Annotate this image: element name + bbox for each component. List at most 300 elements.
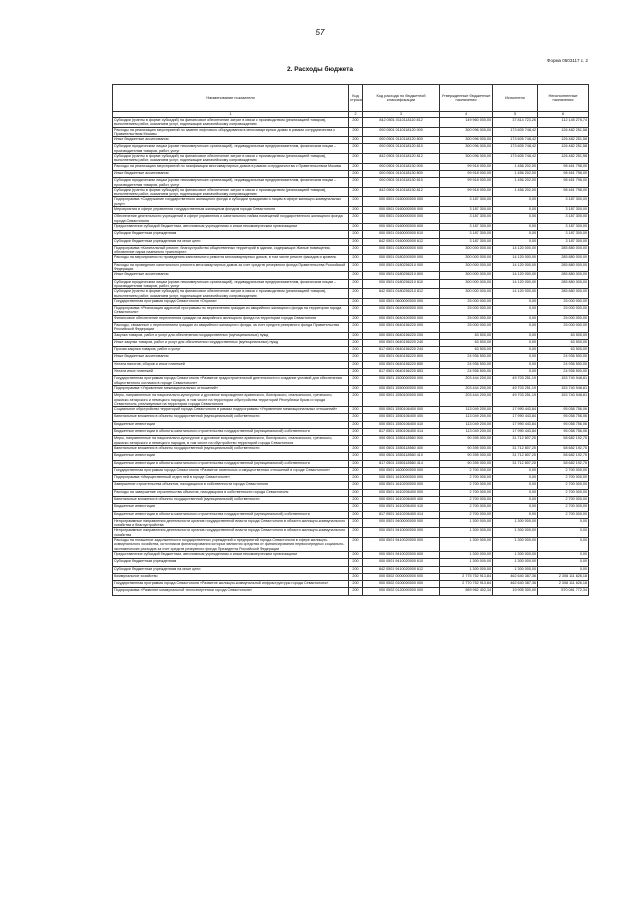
row-unexecuted-cell: 285 880 000,00	[538, 279, 589, 289]
row-unexecuted-cell: 126 482 251,58	[538, 137, 589, 144]
row-name-cell: Субсидии юридическим лицам (кроме некоммерческих организаций), индивидуальным предпринимателям, физическим лицам – производителям товаров, работ, услуг	[113, 144, 349, 154]
table-row	[113, 393, 589, 407]
row-executed-cell: 0,00	[493, 339, 538, 346]
table-row	[113, 245, 589, 255]
row-classification-cell: 000 0502 0000000000 000	[363, 573, 440, 580]
row-code-cell: 200	[349, 581, 363, 588]
row-name-cell: Расходы на погашение задолженности государственных учреждений и предприятий города Севастополя в сфере жилищно-коммунального хозяйства, источником финансирования которых являются средства от финансирования первоочередных социально-экономических расходов за счет средств резервного фонда Президента Российской Федерации	[113, 538, 349, 552]
row-unexecuted-cell: 95 058 756,06	[538, 429, 589, 436]
row-name-cell: Подпрограмма «Капитальный ремонт, благоустройство общественных территорий в здании, содержащих Жилые помещения, обновление парка наземного транспорта»	[113, 245, 349, 255]
row-unexecuted-cell: 285 880 000,00	[538, 245, 589, 255]
row-executed-cell: 1 456 202,00	[493, 178, 538, 188]
row-name-cell: Капитальные вложения в объекты государственной (муниципальной) собственности	[113, 497, 349, 504]
row-approved-cell: 25 000 000,00	[440, 322, 493, 332]
row-code-cell: 200	[349, 489, 363, 496]
row-classification-cell: 817 0501 0640156220 853	[363, 369, 440, 376]
row-executed-cell: 1 300 000,00	[493, 518, 538, 528]
row-approved-cell: 1 300 000,00	[440, 551, 493, 558]
row-executed-cell: 0,00	[493, 489, 538, 496]
row-approved-cell: 2 700 000,00	[440, 511, 493, 518]
column-number: 5	[493, 112, 538, 118]
row-approved-cell: 99 918 000,00	[440, 178, 493, 188]
table-row	[113, 467, 589, 474]
row-unexecuted-cell: 126 482 251,58	[538, 127, 589, 137]
row-approved-cell: 1 300 000,00	[440, 518, 493, 528]
row-code-cell: 200	[349, 588, 363, 595]
row-classification-cell: 000 0501 1550118560 000	[363, 436, 440, 446]
row-name-cell: Бюджетные инвестиции	[113, 504, 349, 511]
row-code-cell: 200	[349, 436, 363, 446]
row-classification-cell: 000 0501 0180256210 800	[363, 272, 440, 279]
row-classification-cell: 000 0501 1550118560 410	[363, 453, 440, 460]
row-unexecuted-cell: 3 187 300,00	[538, 238, 589, 245]
row-code-cell: 200	[349, 339, 363, 346]
row-code-cell: 200	[349, 518, 363, 528]
row-unexecuted-cell: 112 145 276,74	[538, 118, 589, 128]
row-executed-cell: 0,00	[493, 238, 538, 245]
table-row	[113, 272, 589, 279]
column-header: Неисполненные назначения	[538, 85, 589, 112]
row-code-cell: 200	[349, 245, 363, 255]
row-name-cell: Субсидии бюджетным учреждениям	[113, 231, 349, 238]
row-unexecuted-cell: 2 700 000,00	[538, 482, 589, 489]
table-row	[113, 475, 589, 482]
row-executed-cell: 173 605 748,42	[493, 127, 538, 137]
row-approved-cell: 203 444 200,00	[440, 385, 493, 392]
row-unexecuted-cell: 63 500,00	[538, 332, 589, 339]
row-executed-cell: 0,00	[493, 347, 538, 354]
row-approved-cell: 3 187 300,00	[440, 197, 493, 207]
row-name-cell: Меры, направленные на национально-культурное и духовное возрождение армянского, болгарского, итальянского, греческого, крымско-татарского и немецкого народов, в том числе на обустройство территорий города Севастополя	[113, 436, 349, 446]
row-unexecuted-cell: 24 936 500,00	[538, 354, 589, 361]
row-classification-cell: 000 0501 0180256210 000	[363, 262, 440, 272]
row-classification-cell: 000 0501 1600000000 000	[363, 467, 440, 474]
row-classification-cell: 000 0501 0640156220 200	[363, 332, 440, 339]
table-row	[113, 518, 589, 528]
row-executed-cell: 49 703 251,19	[493, 393, 538, 407]
row-classification-cell: 000 0501 0110118130 810	[363, 178, 440, 188]
row-classification-cell: 842 0501 0160000000 612	[363, 238, 440, 245]
row-classification-cell: 000 0501 0180000000 000	[363, 245, 440, 255]
row-code-cell: 200	[349, 118, 363, 128]
row-name-cell: Расходы на завершение строительства объектов, находящихся в собственности города Севастополя	[113, 489, 349, 496]
row-approved-cell: 1 300 000,00	[440, 528, 493, 538]
table-row	[113, 376, 589, 386]
row-unexecuted-cell: 25 000 000,00	[538, 315, 589, 322]
table-row	[113, 347, 589, 354]
row-executed-cell: 1 456 202,00	[493, 170, 538, 177]
table-row	[113, 231, 589, 238]
row-name-cell: Прочая закупка товаров, работ и услуг	[113, 347, 349, 354]
table-row	[113, 504, 589, 511]
row-classification-cell: 000 0501 0110118130 000	[363, 163, 440, 170]
row-approved-cell: 99 918 000,00	[440, 170, 493, 177]
row-name-cell: Финансовое обеспечение переселения граждан из аварийного жилищного фонда на территории города Севастополя	[113, 315, 349, 322]
row-name-cell: Подпрограмма «Содержание государственного жилищного фонда и субсидии гражданам и лицам в сфере жилищно-коммунальных услуг»	[113, 197, 349, 207]
row-code-cell: 200	[349, 315, 363, 322]
column-header: Код расхода по бюджетной классификации	[363, 85, 440, 112]
row-executed-cell: 0,00	[493, 482, 538, 489]
row-classification-cell: 000 0501 9410020000 000	[363, 538, 440, 552]
row-name-cell: Подпрограмма «Развитие коммунальной теплоэнергетики города Севастополя»	[113, 588, 349, 595]
table-row	[113, 414, 589, 421]
row-name-cell: Государственная программа города Севастополя «Развитие градостроительной деятельности и создание условий для обеспечения общественного согласия в городе Севастополе»	[113, 376, 349, 386]
row-executed-cell: 31 712 807,25	[493, 453, 538, 460]
row-executed-cell: 0,00	[493, 322, 538, 332]
row-executed-cell: 1 456 202,00	[493, 163, 538, 170]
row-unexecuted-cell: 153 740 948,81	[538, 393, 589, 407]
row-executed-cell: 0,00	[493, 511, 538, 518]
page-number: 57	[315, 28, 325, 37]
row-code-cell: 200	[349, 573, 363, 580]
row-executed-cell: 0,00	[493, 207, 538, 214]
row-unexecuted-cell: 2 700 000,00	[538, 467, 589, 474]
row-code-cell: 200	[349, 306, 363, 316]
table-row	[113, 214, 589, 224]
row-approved-cell: 3 187 300,00	[440, 231, 493, 238]
table-row	[113, 207, 589, 214]
row-name-cell: Иные бюджетные ассигнования	[113, 354, 349, 361]
row-name-cell: Государственная программа города Севастополя «Развитие жилищно-коммунальной инфраструктуры города Севастополя»	[113, 581, 349, 588]
budget-expenditures-table	[112, 84, 589, 596]
row-executed-cell: 1 300 000,00	[493, 559, 538, 566]
table-row	[113, 538, 589, 552]
table-header-row	[113, 85, 589, 112]
row-classification-cell: 000 0501 0180256210 810	[363, 279, 440, 289]
row-executed-cell: 462 640 387,36	[493, 573, 538, 580]
row-executed-cell: 17 990 443,84	[493, 407, 538, 414]
row-approved-cell: 24 936 500,00	[440, 369, 493, 376]
table-row	[113, 137, 589, 144]
row-classification-cell: 000 0501 1550000000 000	[363, 385, 440, 392]
row-classification-cell: 000 0501 1550118560 400	[363, 445, 440, 452]
row-unexecuted-cell: 58 682 192,75	[538, 445, 589, 452]
row-executed-cell: 0,00	[493, 332, 538, 339]
row-unexecuted-cell: 285 880 000,00	[538, 262, 589, 272]
row-executed-cell: 14 120 000,00	[493, 279, 538, 289]
row-name-cell: Государственная программа города Севастополя «Развитие земельных и имущественных отношений в городе Севастополе»	[113, 467, 349, 474]
row-unexecuted-cell: 24 936 500,00	[538, 361, 589, 368]
row-executed-cell: 14 120 000,00	[493, 245, 538, 255]
row-approved-cell: 63 500,00	[440, 339, 493, 346]
row-name-cell: Расходы на реализацию мероприятий по газификации многоквартирных домов в рамках сотрудничества с Правительством Москвы	[113, 163, 349, 170]
row-name-cell: Бюджетные инвестиции	[113, 421, 349, 428]
row-classification-cell: 000 0501 0180200000 000	[363, 255, 440, 262]
row-executed-cell: 0,00	[493, 369, 538, 376]
row-executed-cell: 1 300 000,00	[493, 566, 538, 573]
row-name-cell: Субсидии бюджетным учреждениям на иные цели	[113, 238, 349, 245]
table-row	[113, 588, 589, 595]
row-classification-cell: 000 0501 0160000000 000	[363, 207, 440, 214]
row-executed-cell: 0,00	[493, 223, 538, 230]
row-code-cell: 200	[349, 460, 363, 467]
row-name-cell: Непрограммные направления деятельности органов государственной власти города Севастополя в области жилищно-коммунального хозяйства	[113, 528, 349, 538]
row-classification-cell: 817 0501 1550118560 414	[363, 460, 440, 467]
row-executed-cell: 0,00	[493, 315, 538, 322]
row-code-cell: 200	[349, 197, 363, 207]
row-code-cell: 200	[349, 429, 363, 436]
row-unexecuted-cell: 95 058 756,06	[538, 421, 589, 428]
row-unexecuted-cell: 58 682 192,75	[538, 436, 589, 446]
row-approved-cell: 3 187 300,00	[440, 223, 493, 230]
column-number: 3	[363, 112, 440, 118]
row-code-cell: 200	[349, 255, 363, 262]
row-unexecuted-cell: 2 308 111 626,18	[538, 581, 589, 588]
row-code-cell: 200	[349, 322, 363, 332]
row-name-cell: Иные закупки товаров, работ и услуг для обеспечения государственных (муниципальных) нужд	[113, 339, 349, 346]
row-name-cell: Иные бюджетные ассигнования	[113, 137, 349, 144]
row-name-cell: Расходы на реализацию мероприятий по замене лифтового оборудования в многоквартирных домах в рамках сотрудничества с Правительством Москвы	[113, 127, 349, 137]
row-approved-cell: 63 500,00	[440, 347, 493, 354]
row-approved-cell: 25 000 000,00	[440, 306, 493, 316]
row-unexecuted-cell: 126 482 251,58	[538, 154, 589, 164]
row-name-cell: Подпрограмма «Имущественный отдел ней в городе Севастополе»	[113, 475, 349, 482]
row-unexecuted-cell: 3 187 300,00	[538, 223, 589, 230]
row-approved-cell: 90 395 000,00	[440, 460, 493, 467]
row-executed-cell: 173 605 748,42	[493, 144, 538, 154]
table-body	[113, 118, 589, 596]
row-unexecuted-cell: 0,00	[538, 566, 589, 573]
table-row	[113, 551, 589, 558]
row-code-cell: 200	[349, 187, 363, 197]
row-code-cell: 200	[349, 127, 363, 137]
table-row	[113, 315, 589, 322]
row-executed-cell: 17 990 443,84	[493, 414, 538, 421]
row-approved-cell: 63 500,00	[440, 332, 493, 339]
row-approved-cell: 3 187 300,00	[440, 214, 493, 224]
row-code-cell: 200	[349, 497, 363, 504]
row-name-cell: Уплата иных платежей	[113, 369, 349, 376]
row-executed-cell: 49 703 251,19	[493, 385, 538, 392]
row-name-cell: Обеспечение деятельности учреждений в сфере управления и капитального найма помещений государственного жилищного фонда города Севастополя	[113, 214, 349, 224]
row-unexecuted-cell: 98 461 798,00	[538, 187, 589, 197]
row-name-cell: Мероприятия в сфере управления государственным жилищным фондом города Севастополя	[113, 207, 349, 214]
row-approved-cell: 25 000 000,00	[440, 315, 493, 322]
row-unexecuted-cell: 58 682 192,75	[538, 460, 589, 467]
table-row	[113, 482, 589, 489]
row-executed-cell: 0,00	[493, 197, 538, 207]
row-unexecuted-cell: 2 700 000,00	[538, 489, 589, 496]
row-unexecuted-cell: 2 700 000,00	[538, 504, 589, 511]
table-row	[113, 573, 589, 580]
row-classification-cell: 000 0501 1550106400 000	[363, 407, 440, 414]
row-name-cell: Меры, направленные на национально-культурное и духовное возрождение армянского, болгарского, итальянского, греческого, крымско-татарского и немецкого народов, в том числе на территории обустройства территорий Республики Крым и города Севастополя, реализуемые на территории города Севастополя	[113, 393, 349, 407]
row-code-cell: 200	[349, 144, 363, 154]
row-executed-cell: 462 640 387,36	[493, 581, 538, 588]
form-reference: Форма 0503117 с. 2	[547, 58, 588, 63]
row-approved-cell: 90 395 000,00	[440, 445, 493, 452]
table-row	[113, 528, 589, 538]
row-executed-cell: 14 120 000,00	[493, 255, 538, 262]
row-executed-cell: 14 120 000,00	[493, 289, 538, 299]
row-name-cell: Субсидии юридическим лицам (кроме некоммерческих организаций), индивидуальным предпринимателям, физическим лицам – производителям товаров, работ, услуг	[113, 178, 349, 188]
row-classification-cell: 000 0502 0120000000 000	[363, 588, 440, 595]
row-classification-cell: 000 0501 0640156220 240	[363, 339, 440, 346]
row-executed-cell: 19 905 300,00	[493, 588, 538, 595]
row-approved-cell: 99 918 000,00	[440, 187, 493, 197]
row-classification-cell: 817 0501 0640156220 244	[363, 347, 440, 354]
row-approved-cell: 2 700 000,00	[440, 475, 493, 482]
table-row	[113, 421, 589, 428]
row-classification-cell: 000 0501 1610206400 410	[363, 504, 440, 511]
row-classification-cell: 000 0501 0640156220 850	[363, 361, 440, 368]
row-approved-cell: 300 096 000,00	[440, 127, 493, 137]
row-code-cell: 200	[349, 354, 363, 361]
row-classification-cell: 842 0501 9410020000 612	[363, 566, 440, 573]
row-classification-cell: 000 0501 9410020000 600	[363, 551, 440, 558]
row-unexecuted-cell: 2 700 000,00	[538, 475, 589, 482]
row-approved-cell: 300 000 000,00	[440, 262, 493, 272]
row-code-cell: 200	[349, 298, 363, 305]
row-classification-cell: 000 0501 0160000000 000	[363, 197, 440, 207]
row-approved-cell: 2 700 000,00	[440, 489, 493, 496]
row-classification-cell: 000 0502 0100000000 000	[363, 581, 440, 588]
row-approved-cell: 2 700 000,00	[440, 482, 493, 489]
row-classification-cell: 000 0501 0110118130 800	[363, 170, 440, 177]
row-approved-cell: 300 096 000,00	[440, 154, 493, 164]
row-classification-cell: 000 0501 0160000000 000	[363, 214, 440, 224]
row-code-cell: 200	[349, 238, 363, 245]
row-approved-cell: 2 700 000,00	[440, 467, 493, 474]
row-unexecuted-cell: 0,00	[538, 551, 589, 558]
row-executed-cell: 0,00	[493, 354, 538, 361]
table-row	[113, 339, 589, 346]
row-executed-cell: 0,00	[493, 497, 538, 504]
row-name-cell: Субсидии бюджетным учреждениям на иные цели	[113, 566, 349, 573]
row-classification-cell: 000 0501 0160000000 610	[363, 231, 440, 238]
row-unexecuted-cell: 153 740 948,81	[538, 385, 589, 392]
row-name-cell: Субсидии бюджетным учреждениям	[113, 559, 349, 566]
table-row	[113, 238, 589, 245]
row-executed-cell: 0,00	[493, 361, 538, 368]
table-row	[113, 511, 589, 518]
row-unexecuted-cell: 0,00	[538, 559, 589, 566]
row-approved-cell: 300 000 000,00	[440, 279, 493, 289]
row-classification-cell: 817 0501 1610206400 414	[363, 511, 440, 518]
row-code-cell: 200	[349, 262, 363, 272]
row-name-cell: Расходы на проведение капитального ремонта многоквартирных домов за счет средств резервного фонда Правительства Российской Федерации	[113, 262, 349, 272]
row-unexecuted-cell: 95 058 756,06	[538, 407, 589, 414]
row-name-cell: Субсидии (гранты в форме субсидий) на финансовое обеспечение затрат в связи с производством (реализацией товаров), выполнением работ, оказанием услуг, подлежащие казначейскому сопровождению	[113, 118, 349, 128]
row-unexecuted-cell: 3 187 300,00	[538, 197, 589, 207]
row-name-cell: Бюджетные инвестиции в объекты капитального строительства государственной (муниципальной) собственности	[113, 511, 349, 518]
row-executed-cell: 31 712 807,25	[493, 436, 538, 446]
row-code-cell: 200	[349, 376, 363, 386]
row-unexecuted-cell: 95 058 756,06	[538, 414, 589, 421]
row-approved-cell: 3 187 300,00	[440, 238, 493, 245]
row-unexecuted-cell: 98 461 798,00	[538, 178, 589, 188]
column-header: Утвержденные бюджетные назначения	[440, 85, 493, 112]
row-name-cell: Капитальные вложения в объекты государственной (муниципальной) собственности	[113, 445, 349, 452]
table-row	[113, 178, 589, 188]
row-unexecuted-cell: 0,00	[538, 538, 589, 552]
row-name-cell: Завершение строительства объектов, находящихся в собственности города Севастополя	[113, 482, 349, 489]
row-classification-cell: 000 0501 0160000000 600	[363, 223, 440, 230]
row-code-cell: 200	[349, 163, 363, 170]
row-code-cell: 200	[349, 453, 363, 460]
row-executed-cell: 0,00	[493, 231, 538, 238]
row-name-cell: Уплата налогов, сборов и иных платежей	[113, 361, 349, 368]
row-unexecuted-cell: 126 482 251,58	[538, 144, 589, 154]
row-name-cell: Расходы на мероприятия по проведению капитального ремонта многоквартирных домов, в том числе ремонт фасадов и кровель	[113, 255, 349, 262]
row-classification-cell: 000 0501 9400000000 000	[363, 518, 440, 528]
row-code-cell: 200	[349, 361, 363, 368]
row-name-cell: Капитальные вложения в объекты государственной (муниципальной) собственности	[113, 414, 349, 421]
row-approved-cell: 2 700 000,00	[440, 504, 493, 511]
row-classification-cell: 000 0501 9410020000 610	[363, 559, 440, 566]
row-name-cell: Бюджетные инвестиции в объекты капитального строительства государственной (муниципальной) собственности	[113, 429, 349, 436]
row-approved-cell: 1 300 000,00	[440, 538, 493, 552]
row-executed-cell: 0,00	[493, 306, 538, 316]
column-number: 2	[349, 112, 363, 118]
table-row	[113, 354, 589, 361]
row-executed-cell: 0,00	[493, 504, 538, 511]
row-executed-cell: 173 605 748,42	[493, 154, 538, 164]
row-code-cell: 200	[349, 347, 363, 354]
row-approved-cell: 149 960 000,00	[440, 118, 493, 128]
table-row	[113, 279, 589, 289]
row-approved-cell: 99 918 000,00	[440, 163, 493, 170]
row-classification-cell: 000 0501 1550106400 400	[363, 414, 440, 421]
table-row	[113, 369, 589, 376]
row-approved-cell: 1 300 000,00	[440, 559, 493, 566]
row-name-cell: Коммунальное хозяйство	[113, 573, 349, 580]
row-classification-cell: 000 0501 0640100000 000	[363, 315, 440, 322]
table-row	[113, 436, 589, 446]
row-approved-cell: 300 000 000,00	[440, 289, 493, 299]
column-number: 6	[538, 112, 589, 118]
row-unexecuted-cell: 24 936 500,00	[538, 369, 589, 376]
row-code-cell: 200	[349, 445, 363, 452]
table-row	[113, 170, 589, 177]
row-unexecuted-cell: 25 000 000,00	[538, 298, 589, 305]
row-classification-cell: 000 0501 0110118120 000	[363, 127, 440, 137]
table-row	[113, 187, 589, 197]
row-executed-cell: 0,00	[493, 298, 538, 305]
row-code-cell: 200	[349, 154, 363, 164]
row-code-cell: 200	[349, 137, 363, 144]
column-number: 4	[440, 112, 493, 118]
row-approved-cell: 589 982 402,34	[440, 588, 493, 595]
row-classification-cell: 000 0501 0110118120 810	[363, 144, 440, 154]
row-approved-cell: 113 049 200,00	[440, 407, 493, 414]
row-classification-cell: 000 0501 0640156220 000	[363, 322, 440, 332]
row-unexecuted-cell: 3 187 300,00	[538, 214, 589, 224]
row-unexecuted-cell: 98 461 798,00	[538, 163, 589, 170]
table-row	[113, 127, 589, 137]
row-name-cell: Подпрограмма «Управление межнациональных отношений»	[113, 385, 349, 392]
row-name-cell: Непрограммные направления деятельности органов государственной власти города Севастополя в области жилищно-коммунального хозяйства и благоустройства	[113, 518, 349, 528]
row-code-cell: 200	[349, 207, 363, 214]
row-executed-cell: 17 990 443,84	[493, 421, 538, 428]
row-code-cell: 200	[349, 407, 363, 414]
row-code-cell: 200	[349, 414, 363, 421]
row-name-cell: Предоставление субсидий бюджетным, автономным учреждениям и иным некоммерческим организациям	[113, 551, 349, 558]
row-code-cell: 200	[349, 369, 363, 376]
row-executed-cell: 17 990 443,84	[493, 429, 538, 436]
row-code-cell: 200	[349, 214, 363, 224]
row-unexecuted-cell: 3 187 300,00	[538, 231, 589, 238]
row-classification-cell: 000 0501 1610200000 000	[363, 482, 440, 489]
table-row	[113, 566, 589, 573]
row-name-cell: Субсидии (гранты в форме субсидий) на финансовое обеспечение затрат в связи с производством (реализацией товаров), выполнением работ, оказанием услуг, подлежащие казначейскому сопровождению	[113, 289, 349, 299]
row-approved-cell: 90 395 000,00	[440, 436, 493, 446]
row-name-cell: Субсидии (гранты в форме субсидий) на финансовое обеспечение затрат в связи с производством (реализацией товаров), выполнением работ, оказанием услуг, подлежащие казначейскому сопровождению	[113, 154, 349, 164]
table-row	[113, 559, 589, 566]
row-classification-cell: 817 0501 1550106400 414	[363, 429, 440, 436]
column-header: Код строки	[349, 85, 363, 112]
row-approved-cell: 300 096 000,00	[440, 137, 493, 144]
